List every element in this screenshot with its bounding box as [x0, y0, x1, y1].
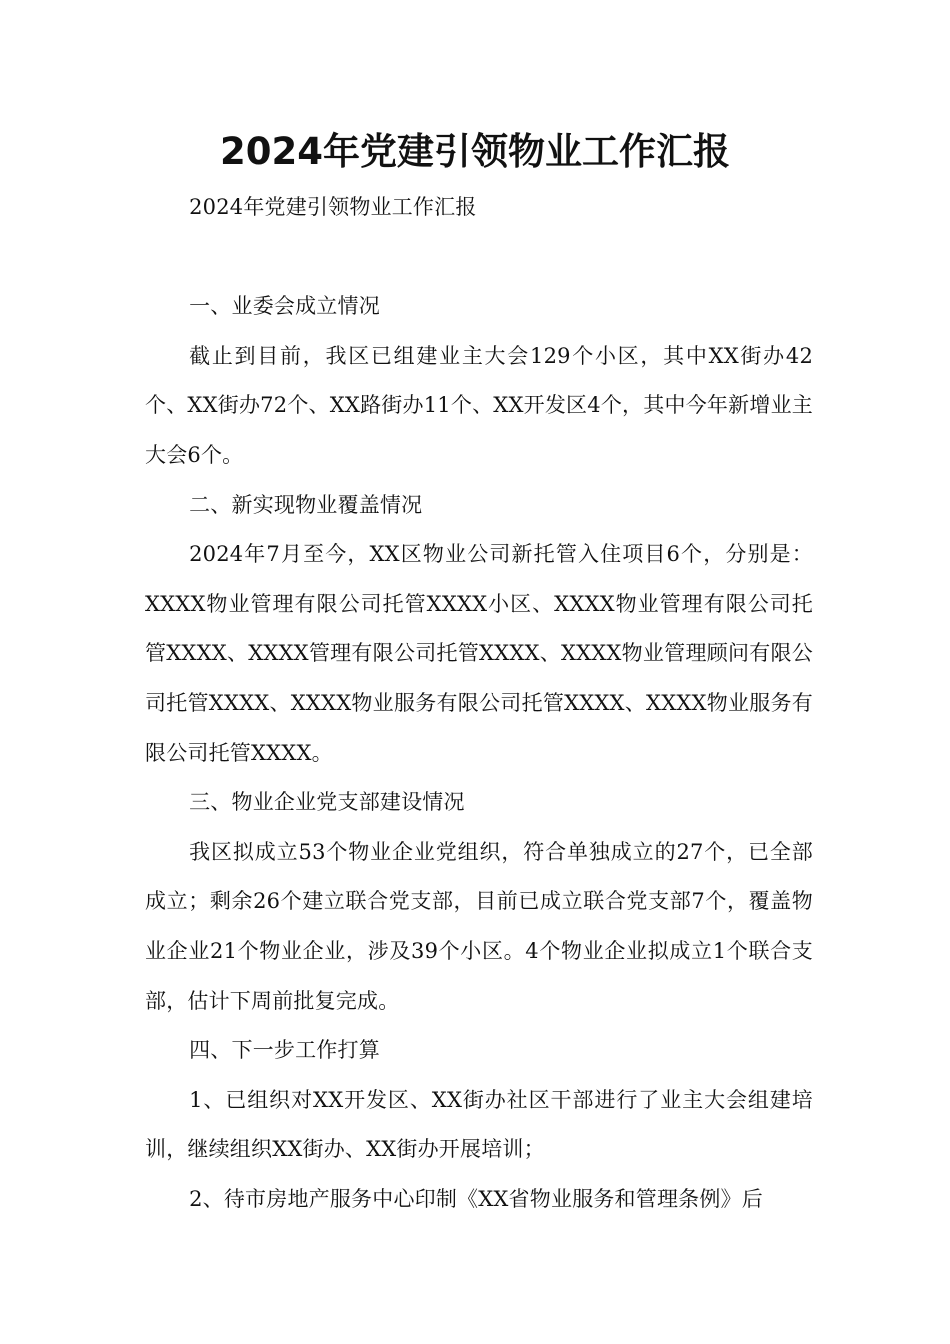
section-heading-4: 四、下一步工作打算	[189, 1038, 380, 1063]
list-item-1: 1、已组织对XX开发区、XX街办社区干部进行了业主大会组建培训，继续组织XX街办、XX街办开展培训；	[145, 1087, 813, 1162]
document-title: 2024年党建引领物业工作汇报	[220, 130, 730, 173]
section-heading-1: 一、业委会成立情况	[189, 294, 380, 319]
section-heading-3: 三、物业企业党支部建设情况	[189, 790, 465, 815]
section-heading-2: 二、新实现物业覆盖情况	[189, 492, 423, 517]
paragraph-1: 截止到目前，我区已组建业主大会129个小区，其中XX街办42个、XX街办72个、XX路街办11个、XX开发区4个，其中今年新增业主大会6个。	[145, 343, 813, 467]
list-item-2: 2、待市房地产服务中心印制《XX省物业服务和管理条例》后	[189, 1186, 763, 1211]
paragraph-3: 我区拟成立53个物业企业党组织，符合单独成立的27个，已全部成立；剩余26个建立联合党支部，目前已成立联合党支部7个，覆盖物业企业21个物业企业，涉及39个小区。4个物业企业拟成立1个联合支部，估计下周前批复完成。	[145, 839, 813, 1013]
paragraph-2: 2024年7月至今，XX区物业公司新托管入住项目6个，分别是：XXXX物业管理有限公司托管XXXX小区、XXXX物业管理有限公司托管XXXX、XXXX管理有限公司托管XXXX、XXXX物业管理顾问有限公司托管XXXX、XXXX物业服务有限公司托管XXXX、XXXX物业服务有限公司托管XXXX。	[145, 542, 813, 765]
document-subtitle: 2024年党建引领物业工作汇报	[189, 195, 477, 219]
document-body	[145, 183, 813, 1224]
